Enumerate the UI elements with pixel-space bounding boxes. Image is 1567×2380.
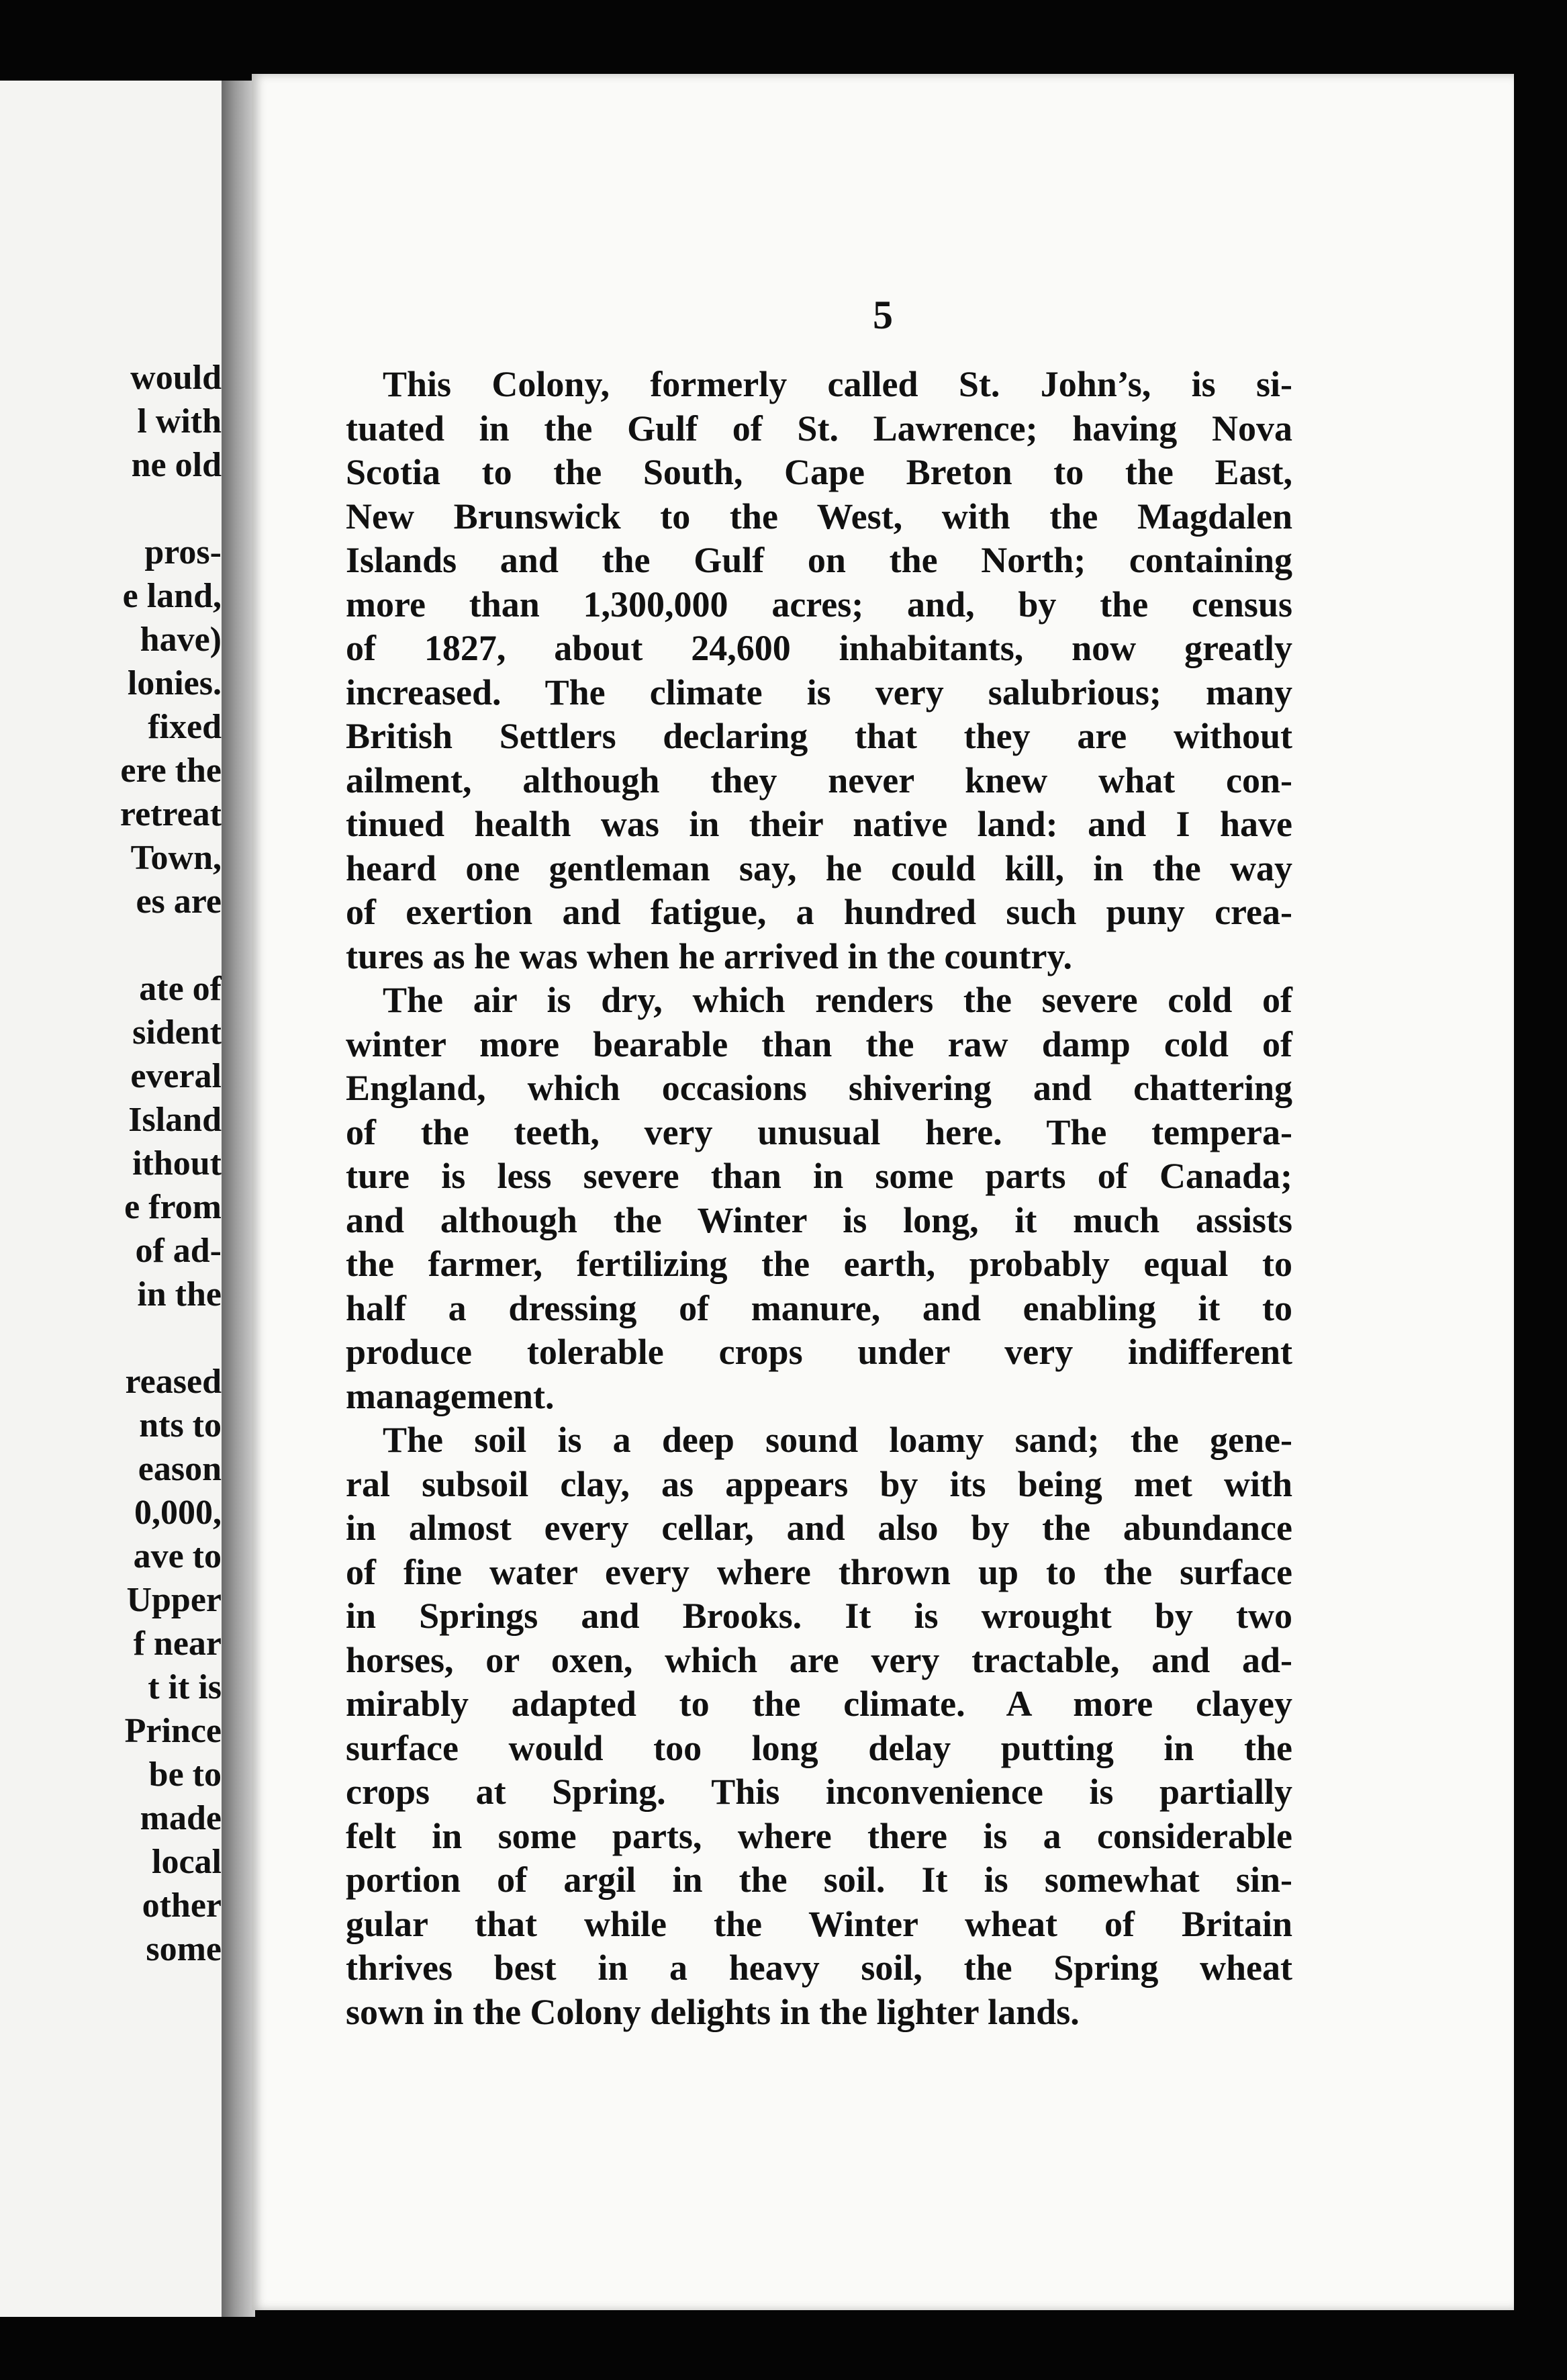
previous-page-line: sident: [132, 1013, 222, 1052]
text-line: portion of argil in the soil. It is somewhat sin-: [346, 1860, 1292, 1900]
text-line: British Settlers declaring that they are without: [346, 716, 1292, 756]
text-line: This Colony, formerly called St. John’s, is si-: [383, 364, 1292, 404]
previous-page-line: other: [142, 1886, 222, 1925]
previous-page-line: ne old: [131, 446, 222, 484]
text-line: Islands and the Gulf on the North; containing: [346, 540, 1292, 580]
text-line: in almost every cellar, and also by the abundance: [346, 1508, 1292, 1548]
text-line: of fine water every where thrown up to the surface: [346, 1551, 1292, 1592]
previous-page-line: e land,: [122, 577, 222, 615]
previous-page-line: ere the: [120, 751, 222, 790]
previous-page-line: e from: [124, 1188, 222, 1226]
previous-page-line: ithout: [132, 1144, 222, 1183]
previous-page-line: local: [152, 1843, 222, 1881]
text-line: ture is less severe than in some parts of Canada;: [346, 1156, 1292, 1196]
text-line: of 1827, about 24,600 inhabitants, now greatly: [346, 628, 1292, 668]
previous-page-line: would: [130, 359, 222, 397]
previous-page-line: Island: [128, 1101, 222, 1139]
previous-page-line: Prince: [124, 1712, 222, 1750]
text-line: tures as he was when he arrived in the country.: [346, 935, 1073, 976]
text-line: more than 1,300,000 acres; and, by the census: [346, 584, 1292, 625]
text-line: and although the Winter is long, it much assists: [346, 1199, 1292, 1240]
paragraph: [346, 1418, 1292, 2034]
text-line: of the teeth, very unusual here. The tempera-: [346, 1111, 1292, 1152]
text-line: crops at Spring. This inconvenience is partially: [346, 1772, 1292, 1812]
previous-page-line: [120, 1316, 222, 1360]
previous-page-line: Town,: [130, 839, 222, 877]
text-line: heard one gentleman say, he could kill, in the way: [346, 848, 1292, 888]
previous-page-line: fixed: [148, 708, 222, 746]
text-line: thrives best in a heavy soil, the Spring wheat: [346, 1948, 1292, 1988]
text-line: mirably adapted to the climate. A more clayey: [346, 1684, 1292, 1724]
previous-page-line: everal: [130, 1057, 222, 1095]
previous-page-line: lonies.: [127, 664, 222, 702]
body-text: [346, 363, 1292, 2034]
text-line: felt in some parts, where there is a considerable: [346, 1815, 1292, 1856]
page-gutter-shadow: [222, 81, 255, 2317]
text-line: surface would too long delay putting in the: [346, 1727, 1292, 1768]
current-page: [252, 74, 1514, 2310]
previous-page-line: made: [140, 1799, 222, 1837]
text-line: increased. The climate is very salubrious; many: [346, 672, 1292, 713]
text-line: New Brunswick to the West, with the Magdalen: [346, 496, 1292, 537]
previous-page-line: [120, 923, 222, 967]
text-line: tinued health was in their native land: and I have: [346, 804, 1292, 844]
paragraph: [346, 363, 1292, 978]
previous-page-line: retreat: [120, 795, 222, 833]
previous-page-line: pros-: [144, 533, 222, 571]
text-line: winter more bearable than the raw damp cold of: [346, 1023, 1292, 1064]
previous-page-line: Upper: [126, 1581, 222, 1619]
text-line: gular that while the Winter wheat of Britain: [346, 1903, 1292, 1944]
previous-page-line: [120, 487, 222, 531]
previous-page-line: in the: [137, 1275, 222, 1314]
previous-page-line: reased: [125, 1363, 222, 1401]
text-line: ral subsoil clay, as appears by its being met with: [346, 1463, 1292, 1504]
text-line: management.: [346, 1375, 555, 1416]
text-line: in Springs and Brooks. It is wrought by two: [346, 1596, 1292, 1636]
text-line: of exertion and fatigue, a hundred such puny crea-: [346, 892, 1292, 932]
previous-page-line: t it is: [148, 1668, 222, 1706]
previous-page-text: [120, 356, 222, 1971]
previous-page-line: ave to: [133, 1537, 222, 1575]
text-line: horses, or oxen, which are very tractable, and ad-: [346, 1639, 1292, 1680]
text-line: Scotia to the South, Cape Breton to the East,: [346, 452, 1292, 492]
previous-page-line: have): [140, 621, 222, 659]
previous-page-line: nts to: [139, 1406, 222, 1445]
text-line: tuated in the Gulf of St. Lawrence; having Nova: [346, 408, 1292, 449]
previous-page-line: f near: [133, 1624, 222, 1663]
previous-page: [0, 81, 222, 2317]
text-line: ailment, although they never knew what con-: [346, 760, 1292, 800]
page-number: 5: [873, 293, 893, 337]
previous-page-line: be to: [148, 1755, 222, 1794]
previous-page-line: eason: [138, 1450, 222, 1488]
text-line: England, which occasions shivering and chattering: [346, 1068, 1292, 1108]
previous-page-line: some: [146, 1930, 222, 1968]
previous-page-line: 0,000,: [134, 1494, 222, 1532]
previous-page-line: es are: [136, 882, 222, 921]
previous-page-line: l with: [137, 402, 222, 441]
previous-page-line: of ad-: [135, 1232, 222, 1270]
text-line: produce tolerable crops under very indifferent: [346, 1332, 1292, 1372]
text-line: The soil is a deep sound loamy sand; the gene-: [383, 1420, 1292, 1460]
text-line: sown in the Colony delights in the lighter lands.: [346, 1991, 1080, 2032]
paragraph: [346, 978, 1292, 1418]
previous-page-line: ate of: [139, 970, 222, 1008]
text-line: half a dressing of manure, and enabling it to: [346, 1287, 1292, 1328]
text-line: the farmer, fertilizing the earth, probably equal to: [346, 1244, 1292, 1284]
text-line: The air is dry, which renders the severe cold of: [383, 980, 1292, 1020]
